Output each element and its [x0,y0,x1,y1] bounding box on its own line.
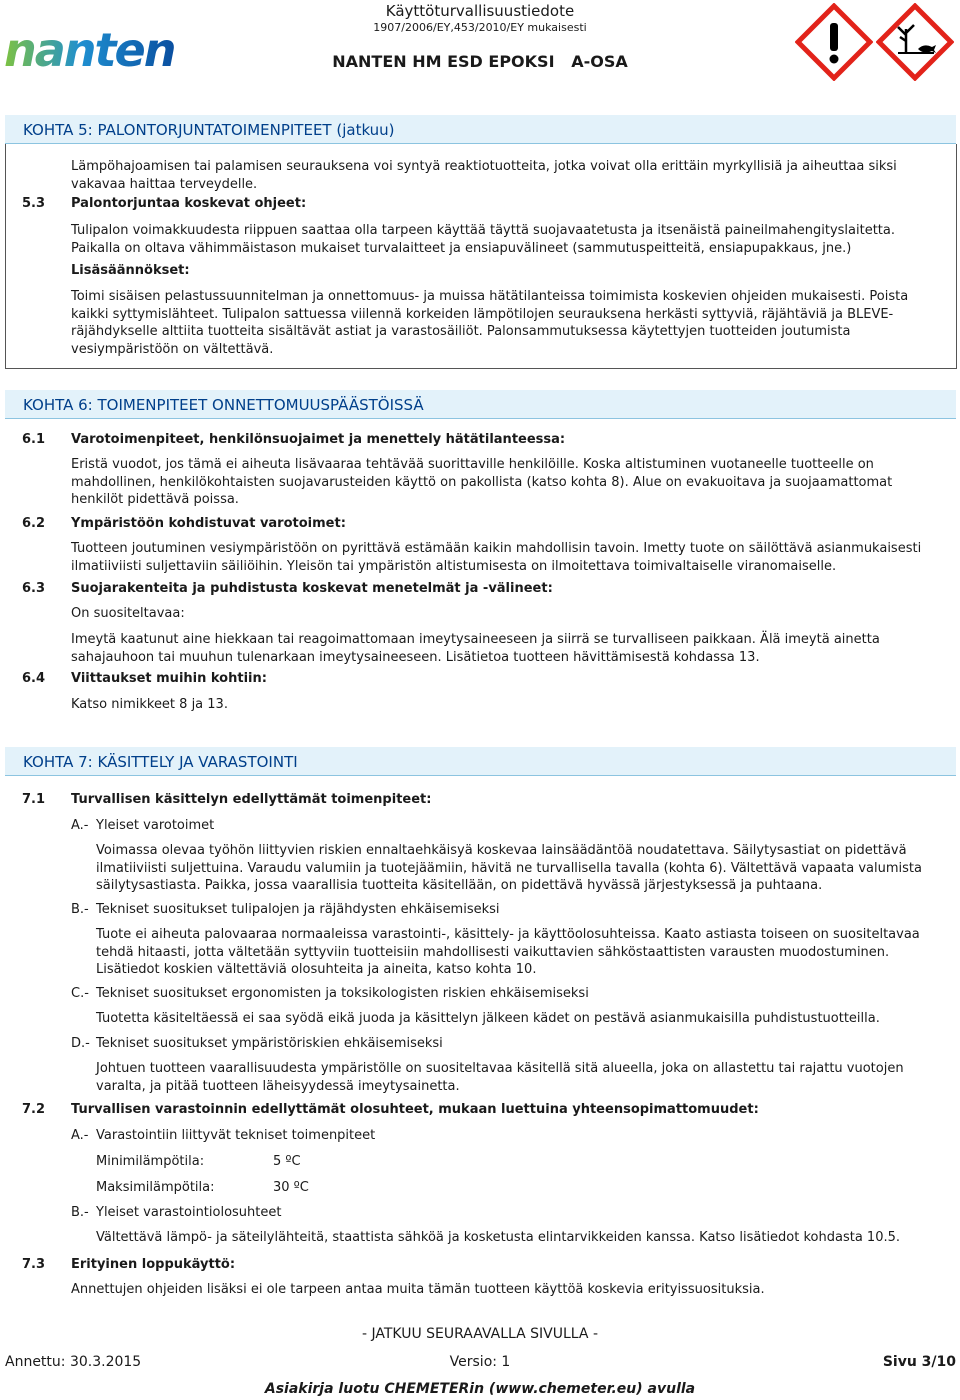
min-temperature-label: Minimilämpötila: [96,1154,205,1169]
document-type: Käyttöturvallisuustiedote [385,2,575,20]
environment-pictogram [876,3,954,81]
section-7-1-b-title: Tekniset suositukset tulipalojen ja räjähdysten ehkäisemiseksi [96,902,500,917]
section-6-4-number: 6.4 [21,671,45,686]
section-7-1-d-letter: D.- [71,1036,90,1051]
section-6-2-number: 6.2 [21,516,45,531]
section-7-1-d-title: Tekniset suositukset ympäristöriskien ehkäisemiseksi [96,1036,443,1051]
max-temperature-label: Maksimilämpötila: [96,1180,215,1195]
section-6-header: KOHTA 6: TOIMENPITEET ONNETTOMUUSPÄÄSTÖISSÄ [5,390,956,419]
section-7-header: KOHTA 7: KÄSITTELY JA VARASTOINTI [5,747,956,776]
section-7-2-b-title: Yleiset varastointiolosuhteet [96,1205,282,1220]
section-6-3-title: Suojarakenteita ja puhdistusta koskevat menetelmät ja -välineet: [71,581,553,596]
section-6-1-text: Eristä vuodot, jos tämä ei aiheuta lisävaaraa tehtävää suorittaville henkilöille. Koska altistuminen vuotaneelle tuotteelle on mahdollinen, henkilökohtaisten suojavarusteiden käyttö on pakollista (katso kohta 8). Alue on evakuoitava ja suojaamattomat henkilöt pidettävä poissa. [71,457,893,507]
section-7-1-c-letter: C.- [71,986,89,1001]
section-7-1-title: Turvallisen käsittelyn edellyttämät toimenpiteet: [71,792,432,807]
section-7-2-number: 7.2 [21,1102,45,1117]
section-7-1-c-text: Tuotetta käsiteltäessä ei saa syödä eikä juoda ja käsittelyn jälkeen kädet on pestävä asianmukaisilla puhdistustuotteilla. [96,1011,880,1026]
additional-rules-title: Lisäsäännökset: [71,263,190,278]
section-7-1-b-text: Tuote ei aiheuta palovaaraa normaaleissa varastointi-, käsittely- ja käyttöolosuhteissa. Kaato astiasta toiseen on suositeltavaa tehdä hitaasti, jotta vältetään syttyviin tuotteisiin mahdollisesti vaikuttavien sähköstaattisten varausten muodostuminen. Lisätiedot koskien vältettäviä olosuhteita ja aineita, katso kohta 10. [96,927,920,977]
section-7-1-a-title: Yleiset varotoimet [96,818,215,833]
product-name: NANTEN HM ESD EPOKSI A-OSA [332,52,628,71]
section-6-4-text: Katso nimikkeet 8 ja 13. [71,697,228,712]
section-7-2-title: Turvallisen varastoinnin edellyttämät olosuhteet, mukaan luettuina yhteensopimattomuudet: [71,1102,759,1117]
section-7-2-a-title: Varastointiin liittyvät tekniset toimenpiteet [96,1128,376,1143]
section-7-1-a-letter: A.- [71,818,89,833]
section-6-3-text: Imeytä kaatunut aine hiekkaan tai reagoimattomaan imeytysaineeseen ja siirrä se turvalliseen paikkaan. Älä imeytä ainetta sahajauhoon tai muuhun tulenarkaan imeytysaineeseen. Lisätietoa tuotteen hävittämisestä kohdassa 13. [71,632,880,665]
section-7-1-b-letter: B.- [71,902,89,917]
generator-note: Asiakirja luotu CHEMETERin (www.chemeter.eu) avulla [264,1381,696,1397]
section-5-3-title: Palontorjuntaa koskevat ohjeet: [71,196,307,211]
additional-rules-text: Toimi sisäisen pelastussuunnitelman ja onnettomuus- ja muissa hätätilanteissa toimimista koskevien ohjeiden mukaisesti. Poista kaikki syttymislähteet. Tulipalon sattuessa viilennä korkeiden lämpötilojen seurauksena herkästi syttyviä, räjähtäviä ja BLEVE-räjähdykselle alttiita tuotteita sisältävät astiat ja varastosäiliöt. Palonsammutuksessa käytettyjen tuotteiden joutumista vesiympäristöön on vältettävä. [71,289,909,357]
section-7-3-text: Annettujen ohjeiden lisäksi ei ole tarpeen antaa muita tämän tuotteen käyttöä koskevia erityissuosituksia. [71,1282,765,1297]
logo-text: nanten [4,23,175,77]
section-6-1-number: 6.1 [21,432,45,447]
section-6-2-text: Tuotteen joutuminen vesiympäristöön on pyrittävä estämään kaikin mahdollisin tavoin. Imetty tuote on säilöttävä asianmukaisesti ilmatiiviisti suljettaviin säiliöihin. Yleisön tai ympäristön altistumisesta on ilmoitettava toimivaltaiselle viranomaiselle. [71,541,922,574]
section-7-1-number: 7.1 [21,792,45,807]
section-7-2-a-letter: A.- [71,1128,89,1143]
section-7-1-d-text: Johtuen tuotteen vaarallisuudesta ympäristölle on suositeltavaa käsitellä sitä alueella, joka on allastettu tai rajattu vuotojen varalta, ja pitää tuotteen läheisyydessä imeytysainetta. [96,1061,904,1094]
section-5-3-number: 5.3 [21,196,45,211]
version: Versio: 1 [449,1354,511,1370]
section-7-3-number: 7.3 [21,1257,45,1272]
section-6-3-number: 6.3 [21,581,45,596]
max-temperature-value: 30 ºC [273,1180,309,1195]
section-7-2-b-text: Vältettävä lämpö- ja säteilylähteitä, staattista sähköä ja kosketusta elintarvikkeiden kanssa. Katso lisätiedot kohdasta 10.5. [96,1230,901,1245]
section-6-3-subtitle: On suositeltavaa: [71,606,185,621]
logo [4,20,184,78]
section-7-1-a-text: Voimassa olevaa työhön liittyvien riskien ennaltaehkäisyä koskevaa lainsäädäntöä noudatettava. Säilytysastiat on pidettävä ilmatiiviisti suljettuina. Varaudu valumiin ja tuotejäämiin, hävitä ne turvallisella tavalla (kohta 6). Vältettävä vapaata valumista säilytysastiasta. Paikka, jossa vaarallisia tuotteita käsitellään, on pidettävä hyvässä järjestyksessä ja puhtaana. [96,843,922,893]
regulation: 1907/2006/EY,453/2010/EY mukaisesti [373,21,587,34]
continues-notice: - JATKUU SEURAAVALLA SIVULLA - [361,1326,598,1342]
exclamation-mark-pictogram [795,3,873,81]
min-temperature-value: 5 ºC [273,1154,301,1169]
section-6-1-title: Varotoimenpiteet, henkilönsuojaimet ja menettely hätätilanteessa: [71,432,566,447]
section-5-intro: Lämpöhajoamisen tai palamisen seurauksena voi syntyä reaktiotuotteita, jotka voivat olla erittäin myrkyllisiä ja aiheuttaa siksi vakavaa haittaa terveydelle. [71,159,897,192]
section-5-3-text: Tulipalon voimakkuudesta riippuen saattaa olla tarpeen käyttää täyttä suojavaatetusta ja itsenäistä paineilmahengityslaitetta. Paikalla on oltava vähimmäistason mukaiset turvalaitteet ja ensiapuvälineet (sammutuspeitteitä, ensiapupakkaus, jne.) [71,223,895,256]
section-7-3-title: Erityinen loppukäyttö: [71,1257,236,1272]
section-7-1-c-title: Tekniset suositukset ergonomisten ja toksikologisten riskien ehkäisemiseksi [96,986,589,1001]
section-6-4-title: Viittaukset muihin kohtiin: [71,671,267,686]
issue-date: Annettu: 30.3.2015 [5,1354,142,1370]
page-number: Sivu 3/10 [882,1354,956,1370]
section-6-2-title: Ympäristöön kohdistuvat varotoimet: [71,516,346,531]
section-7-2-b-letter: B.- [71,1205,89,1220]
section-5-header: KOHTA 5: PALONTORJUNTATOIMENPITEET (jatkuu) [5,115,956,144]
